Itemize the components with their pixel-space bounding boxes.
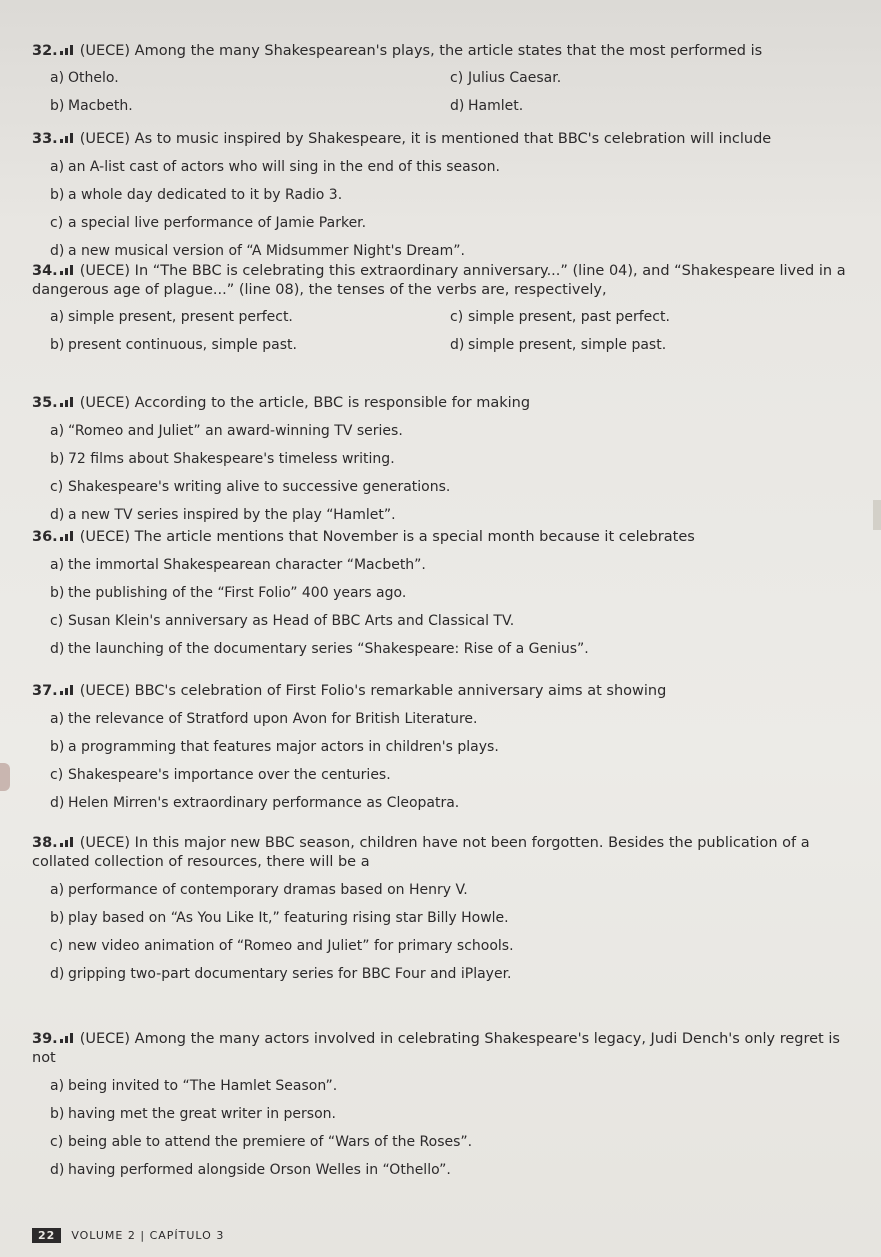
answer-option <box>450 308 810 327</box>
answer-option <box>32 214 852 233</box>
option-text: Helen Mirren's extraordinary performance as Cleopatra. <box>68 795 460 811</box>
difficulty-bars-icon <box>60 837 74 847</box>
answer-option <box>32 937 852 956</box>
option-text: having performed alongside Orson Welles in “Othello”. <box>68 1162 451 1178</box>
answer-option <box>32 1077 852 1096</box>
option-text: the publishing of the “First Folio” 400 years ago. <box>68 585 407 601</box>
answer-option <box>32 556 852 575</box>
option-letter: b) <box>50 337 65 353</box>
answer-option <box>450 97 810 116</box>
difficulty-bars-icon <box>60 531 74 541</box>
question-block <box>32 834 852 984</box>
option-letter: d) <box>50 1162 65 1178</box>
option-letter: a) <box>50 1078 65 1094</box>
option-text: 72 films about Shakespeare's timeless writing. <box>68 451 395 467</box>
option-text: a programming that features major actors in children's plays. <box>68 739 499 755</box>
option-text: play based on “As You Like It,” featuring rising star Billy Howle. <box>68 910 509 926</box>
option-text: the immortal Shakespearean character “Macbeth”. <box>68 557 426 573</box>
option-letter: b) <box>50 451 65 467</box>
option-text: Hamlet. <box>468 98 524 114</box>
option-letter: a) <box>50 557 65 573</box>
option-letter: d) <box>50 966 65 982</box>
question-stem <box>32 528 852 547</box>
question-block <box>32 682 852 813</box>
option-letter: c) <box>50 938 64 954</box>
page-number: 22 <box>32 1228 61 1243</box>
question-number: 39. <box>32 1031 58 1047</box>
difficulty-bars-icon <box>60 133 74 143</box>
answer-option <box>32 640 852 659</box>
option-text: Julius Caesar. <box>468 70 562 86</box>
question-block <box>32 130 852 261</box>
option-letter: d) <box>50 507 65 523</box>
option-letter: a) <box>50 159 65 175</box>
option-text: Macbeth. <box>68 98 133 114</box>
difficulty-bars-icon <box>60 265 74 275</box>
option-letter: d) <box>450 337 465 353</box>
question-text: (UECE) In “The BBC is celebrating this extraordinary anniversary...” (line 04), and “Shakespeare lived in a dangerous age of plague...” (line 08), the tenses of the verbs are, respectively, <box>32 263 846 298</box>
question-stem <box>32 262 852 300</box>
footer-label: VOLUME 2 | CAPÍTULO 3 <box>71 1229 225 1242</box>
question-block <box>32 528 852 659</box>
option-text: gripping two-part documentary series for BBC Four and iPlayer. <box>68 966 512 982</box>
difficulty-bars-icon <box>60 397 74 407</box>
option-text: Othelo. <box>68 70 119 86</box>
answer-option <box>32 612 852 631</box>
answer-option <box>32 158 852 177</box>
question-text: (UECE) Among the many actors involved in celebrating Shakespeare's legacy, Judi Dench's only regret is not <box>32 1031 840 1066</box>
answer-option <box>32 422 852 441</box>
option-text: being able to attend the premiere of “Wars of the Roses”. <box>68 1134 473 1150</box>
pen-mark <box>0 763 10 791</box>
answer-option <box>32 881 852 900</box>
question-number: 35. <box>32 395 58 411</box>
answer-option <box>32 909 852 928</box>
option-text: simple present, simple past. <box>468 337 667 353</box>
answer-option <box>32 506 852 525</box>
question-text: (UECE) As to music inspired by Shakespeare, it is mentioned that BBC's celebration will include <box>79 131 772 147</box>
answer-option <box>50 308 450 327</box>
option-letter: d) <box>50 243 65 259</box>
answer-option <box>32 1161 852 1180</box>
answer-option <box>32 965 852 984</box>
option-text: present continuous, simple past. <box>68 337 297 353</box>
option-text: “Romeo and Juliet” an award-winning TV series. <box>68 423 403 439</box>
option-letter: d) <box>450 98 465 114</box>
answer-option <box>450 69 810 88</box>
option-letter: c) <box>50 1134 64 1150</box>
answer-options <box>32 69 852 116</box>
option-letter: b) <box>50 739 65 755</box>
question-stem <box>32 394 852 413</box>
question-block <box>32 262 852 355</box>
option-text: Susan Klein's anniversary as Head of BBC Arts and Classical TV. <box>68 613 515 629</box>
answer-option <box>450 336 810 355</box>
option-letter: b) <box>50 98 65 114</box>
question-number: 38. <box>32 835 58 851</box>
question-number: 36. <box>32 529 58 545</box>
option-letter: b) <box>50 187 65 203</box>
option-text: Shakespeare's writing alive to successive generations. <box>68 479 451 495</box>
question-text: (UECE) BBC's celebration of First Folio's remarkable anniversary aims at showing <box>79 683 667 699</box>
answer-option <box>32 186 852 205</box>
option-text: a whole day dedicated to it by Radio 3. <box>68 187 343 203</box>
answer-option <box>32 242 852 261</box>
option-letter: b) <box>50 585 65 601</box>
question-stem <box>32 42 852 61</box>
option-text: a new musical version of “A Midsummer Night's Dream”. <box>68 243 465 259</box>
option-text: a special live performance of Jamie Parker. <box>68 215 367 231</box>
question-stem <box>32 834 852 872</box>
question-stem <box>32 1030 852 1068</box>
option-text: a new TV series inspired by the play “Hamlet”. <box>68 507 396 523</box>
option-letter: c) <box>50 613 64 629</box>
option-text: having met the great writer in person. <box>68 1106 336 1122</box>
option-letter: c) <box>50 215 64 231</box>
difficulty-bars-icon <box>60 45 74 55</box>
option-letter: d) <box>50 795 65 811</box>
question-number: 32. <box>32 43 58 59</box>
answer-option <box>50 97 450 116</box>
question-number: 33. <box>32 131 58 147</box>
option-text: simple present, present perfect. <box>68 309 293 325</box>
question-stem <box>32 130 852 149</box>
option-letter: a) <box>50 70 65 86</box>
answer-option <box>50 69 450 88</box>
option-letter: c) <box>50 767 64 783</box>
option-letter: c) <box>450 70 464 86</box>
option-letter: c) <box>50 479 64 495</box>
question-block <box>32 42 852 116</box>
option-letter: b) <box>50 910 65 926</box>
option-letter: a) <box>50 711 65 727</box>
difficulty-bars-icon <box>60 1033 74 1043</box>
difficulty-bars-icon <box>60 685 74 695</box>
page-edge-mark <box>873 500 881 530</box>
question-block <box>32 394 852 525</box>
answer-option <box>32 710 852 729</box>
question-stem <box>32 682 852 701</box>
question-number: 37. <box>32 683 58 699</box>
option-letter: c) <box>450 309 464 325</box>
question-block <box>32 1030 852 1180</box>
page-footer <box>32 1228 224 1243</box>
option-text: simple present, past perfect. <box>468 309 670 325</box>
question-text: (UECE) In this major new BBC season, children have not been forgotten. Besides the publication of a collated collection of resources, there will be a <box>32 835 810 870</box>
question-text: (UECE) Among the many Shakespearean's plays, the article states that the most performed is <box>79 43 763 59</box>
option-letter: a) <box>50 423 65 439</box>
question-number: 34. <box>32 263 58 279</box>
option-text: being invited to “The Hamlet Season”. <box>68 1078 338 1094</box>
answer-option <box>32 1133 852 1152</box>
option-letter: d) <box>50 641 65 657</box>
answer-option <box>32 450 852 469</box>
option-text: the launching of the documentary series “Shakespeare: Rise of a Genius”. <box>68 641 589 657</box>
question-text: (UECE) According to the article, BBC is responsible for making <box>79 395 531 411</box>
answer-option <box>32 766 852 785</box>
option-text: the relevance of Stratford upon Avon for British Literature. <box>68 711 478 727</box>
option-letter: a) <box>50 309 65 325</box>
answer-option <box>50 336 450 355</box>
option-text: new video animation of “Romeo and Juliet” for primary schools. <box>68 938 514 954</box>
option-text: performance of contemporary dramas based on Henry V. <box>68 882 468 898</box>
answer-option <box>32 738 852 757</box>
answer-option <box>32 1105 852 1124</box>
question-text: (UECE) The article mentions that November is a special month because it celebrates <box>79 529 695 545</box>
option-letter: a) <box>50 882 65 898</box>
answer-option <box>32 478 852 497</box>
answer-option <box>32 794 852 813</box>
answer-options <box>32 308 852 355</box>
option-text: an A-list cast of actors who will sing in the end of this season. <box>68 159 500 175</box>
option-letter: b) <box>50 1106 65 1122</box>
answer-option <box>32 584 852 603</box>
option-text: Shakespeare's importance over the centuries. <box>68 767 391 783</box>
